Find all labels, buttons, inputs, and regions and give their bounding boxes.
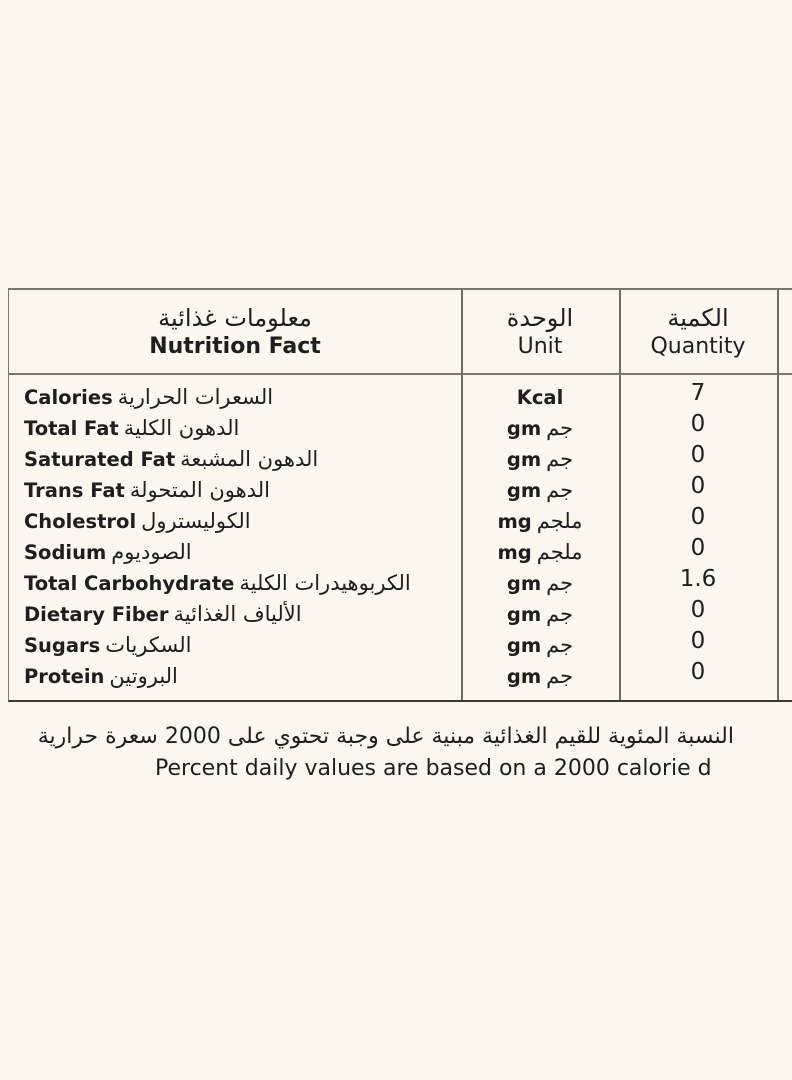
quantity-cell: 0 — [690, 473, 706, 499]
unit-en: gm — [506, 634, 542, 657]
quantity-cell: 0 — [690, 628, 706, 654]
unit-cell — [461, 568, 619, 599]
unit-en: mg — [497, 541, 532, 564]
nutrient-name — [24, 537, 192, 568]
nutrient-name — [24, 413, 239, 444]
nutrient-name-en: Sugars — [24, 634, 101, 657]
unit-ar: جم — [546, 478, 574, 502]
header-unit — [461, 290, 619, 373]
nutrient-name — [24, 661, 178, 692]
table-body — [9, 382, 777, 692]
unit-cell — [461, 599, 619, 630]
header-quantity-en: Quantity — [650, 333, 746, 359]
unit-en: gm — [506, 417, 542, 440]
unit-ar: جم — [546, 633, 574, 657]
nutrient-name — [24, 444, 318, 475]
quantity-cell: 0 — [690, 659, 706, 685]
column-divider-extra — [777, 290, 779, 700]
nutrient-name-en: Saturated Fat — [24, 448, 176, 471]
unit-cell — [461, 506, 619, 537]
header-nutrition-fact-ar: معلومات غذائية — [158, 303, 312, 332]
unit-en: gm — [506, 572, 542, 595]
unit-en: gm — [506, 448, 542, 471]
nutrient-name-en: Sodium — [24, 541, 107, 564]
header-quantity-ar: الكمية — [667, 303, 729, 332]
header-nutrition-fact-en: Nutrition Fact — [149, 333, 321, 359]
unit-en: mg — [497, 510, 532, 533]
nutrient-name-ar: السكريات — [105, 633, 192, 657]
nutrient-name-ar: الألياف الغذائية — [173, 602, 302, 626]
nutrient-name — [24, 630, 191, 661]
unit-ar: ملجم — [536, 509, 583, 533]
nutrient-name-ar: الكوليسترول — [141, 509, 251, 533]
table-row — [9, 661, 777, 692]
nutrient-name — [24, 568, 411, 599]
nutrient-name-ar: الكربوهيدرات الكلية — [239, 571, 411, 595]
nutrient-name — [24, 599, 302, 630]
nutrient-name-ar: الصوديوم — [111, 540, 192, 564]
quantity-cell: 1.6 — [679, 566, 717, 592]
nutrition-table — [8, 288, 792, 702]
nutrient-name — [24, 382, 273, 413]
nutrient-name-ar: السعرات الحرارية — [117, 385, 274, 409]
unit-ar: جم — [546, 571, 574, 595]
quantity-cell: 0 — [690, 411, 706, 437]
quantity-cell: 0 — [690, 535, 706, 561]
unit-ar: جم — [546, 602, 574, 626]
header-unit-ar: الوحدة — [506, 303, 574, 332]
quantity-cell: 7 — [690, 380, 706, 406]
header-nutrition-fact — [9, 290, 461, 373]
unit-ar: ملجم — [536, 540, 583, 564]
nutrient-name-ar: البروتين — [109, 664, 178, 688]
quantity-cell: 0 — [690, 597, 706, 623]
nutrient-name-en: Cholestrol — [24, 510, 137, 533]
header-divider — [9, 373, 792, 375]
nutrient-name — [24, 475, 270, 506]
footnote-english: Percent daily values are based on a 2000 calorie d — [155, 756, 712, 781]
unit-en: Kcal — [516, 386, 564, 409]
nutrient-name-en: Trans Fat — [24, 479, 125, 502]
nutrient-name-en: Dietary Fiber — [24, 603, 169, 626]
unit-cell — [461, 475, 619, 506]
unit-en: gm — [506, 603, 542, 626]
nutrient-name-ar: الدهون المتحولة — [129, 478, 270, 502]
nutrient-name-en: Total Carbohydrate — [24, 572, 235, 595]
nutrient-name-en: Calories — [24, 386, 113, 409]
nutrient-name-en: Total Fat — [24, 417, 119, 440]
nutrient-name-ar: الدهون المشبعة — [180, 447, 319, 471]
nutrient-name-ar: الدهون الكلية — [123, 416, 240, 440]
unit-cell — [461, 661, 619, 692]
unit-cell — [461, 382, 619, 413]
quantity-cell: 0 — [690, 442, 706, 468]
unit-en: gm — [506, 479, 542, 502]
unit-ar: جم — [546, 416, 574, 440]
unit-ar: جم — [546, 447, 574, 471]
header-unit-en: Unit — [517, 333, 563, 359]
unit-cell — [461, 537, 619, 568]
unit-cell — [461, 630, 619, 661]
unit-cell — [461, 444, 619, 475]
unit-cell — [461, 413, 619, 444]
header-quantity — [619, 290, 777, 373]
unit-ar: جم — [546, 664, 574, 688]
quantity-cell: 0 — [690, 504, 706, 530]
nutrient-name — [24, 506, 251, 537]
footnote-arabic: النسبة المئوية للقيم الغذائية مبنية على وجبة تحتوي على 2000 سعرة حرارية — [37, 724, 734, 749]
nutrient-name-en: Protein — [24, 665, 105, 688]
unit-en: gm — [506, 665, 542, 688]
